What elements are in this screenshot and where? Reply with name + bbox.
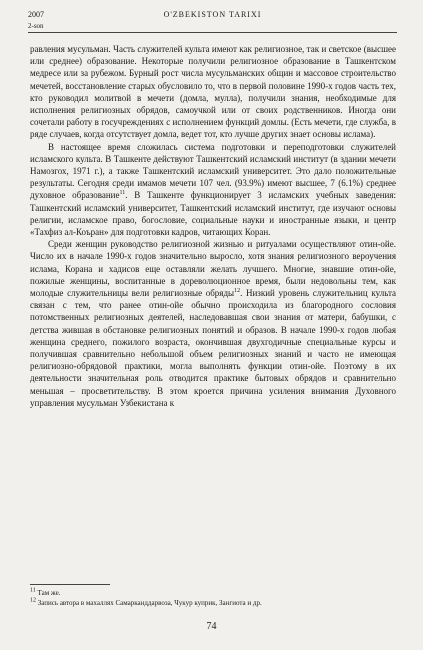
footnote-ref-12: 12 — [234, 288, 241, 295]
page-number: 74 — [206, 621, 217, 632]
paragraph-2: В настоящее время сложилась система подготовки и переподготовки служителей исламского культа. В Ташкенте действуют Ташкентский исламский институт (в здании мечети Намозгох, 1971 г.), а также Ташкентский исламский университет. Это дало положительные результаты. Сегодня среди имамов мечети 107 чел. (93.9%) имеют высшее, 7 (6.1%) среднее духовное образование$^{11}$. В Ташкенте функционирует 3 исламских учебных заведения: Ташкентский исламский университет, Ташкентский исламский институт, где изучают основы религии, исламское право, богословие, социальные науки и иностранные языки, и центр «Тахфиз ал-Коъран» для подготовки кадров, читающих Коран. — [30, 141, 396, 238]
header-rule — [28, 32, 397, 33]
footnote-ref-11: 11 — [119, 190, 126, 197]
header-issue: 2-son — [28, 22, 44, 30]
footnotes — [30, 588, 396, 608]
header-year: 2007 — [28, 10, 44, 19]
journal-title: O'ZBEKISTON TARIXI — [163, 10, 262, 19]
running-header — [28, 10, 397, 38]
paragraph-1: равления мусульман. Часть служителей культа имеют как религиозное, так и светское (высшее или среднее) образование. Некоторые получили религиозное образование в Ташкентском медресе или за рубежом. Бурный рост числа мусульманских общин и массовое строительство мечетей, восстановление старых обусловило то, что в первой половине 1990-х годов часть тех, кто руководил молитвой в мечети (домла, мулла), получили знания, необходимые для исполнения религиозных обрядов, самоучкой или от своих родственников. Иногда они сочетали работу в госучреждениях с исполнением функций домлы. (Есть мечети, где служба, в ряде случаев, когда отсутствует домла, ведет тот, кто лучше других знает основы ислама). — [30, 44, 396, 140]
footnote-11: $^{11}$ Там же. — [30, 587, 61, 597]
footnote-12: $^{12}$ Запись автора в махаллях Самарканддарвоза, Чукур куприк, Зангиота и др. — [30, 597, 262, 607]
footnote-rule — [30, 584, 110, 585]
paragraph-3: Среди женщин руководство религиозной жизнью и ритуалами осуществляют отин-ойе. Число их в начале 1990-х годов значительно выросло, хотя знания религиозного вероучения ислама, Корана и хадисов еще оставляли желать лучшего. Многие, знавшие отин-ойе, пожилые женщины, воспитанные в дореволюционное время, были недовольны тем, как молодые служительницы вели религиозные обряды$^{12}$. Низкий уровень служительниц культа связан с тем, что ранее отин-ойе обычно происходила из благородного сословия потомственных религиозных деятелей, наследовавшая свои знания от матери, бабушки, с детства жившая в обстановке религиозных понятий и образов. В начале 1990-х годов любая женщина среднего, пожилого возраста, окончившая двухгодичные специальные курсы и получившая сравнительно небольшой объем религиозных знаний и часто не имеющая религиозно-обрядовой практики, могла выполнять функции отин-ойе. Поэтому в их деятельности значительная роль отводится практике бытовых обрядов и сравнительно меньшая – просветительству. В этом кроется причина усиления внимания Духовного управления мусульман Узбекистана к — [30, 239, 396, 408]
body-text — [30, 43, 396, 409]
